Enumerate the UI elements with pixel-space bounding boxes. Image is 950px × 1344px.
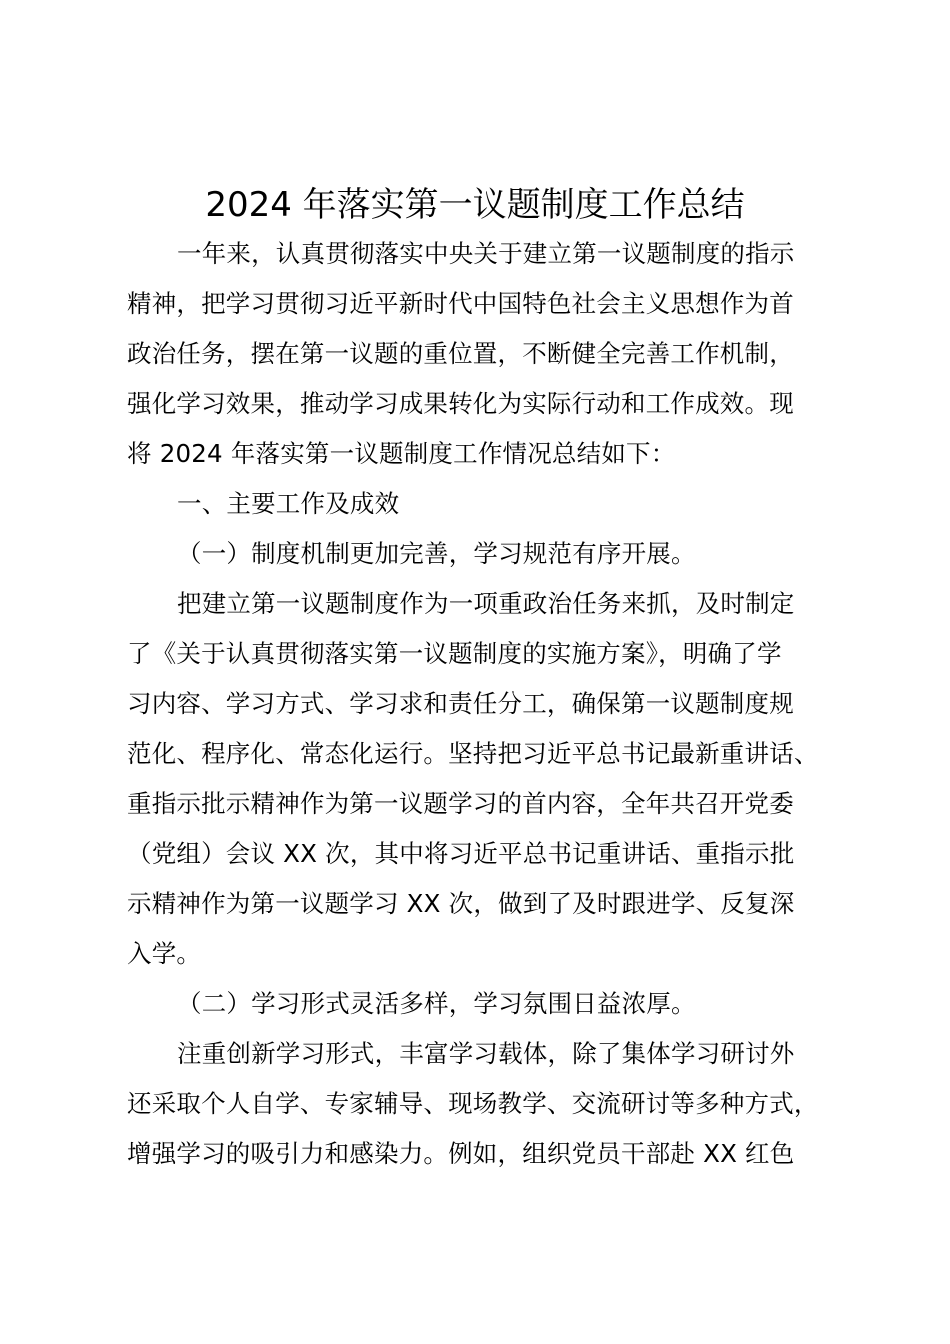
paragraph-line: 习内容、学习方式、学习求和责任分工，确保第一议题制度规 xyxy=(127,689,794,718)
paragraph-line: 范化、程序化、常态化运行。坚持把习近平总书记最新重讲话、 xyxy=(127,739,819,768)
paragraph-line: 一年来，认真贯彻落实中央关于建立第一议题制度的指示 xyxy=(177,239,795,268)
subsection-heading: （二）学习形式灵活多样，学习氛围日益浓厚。 xyxy=(177,989,696,1018)
document-title: 2024 年落实第一议题制度工作总结 xyxy=(205,185,745,225)
paragraph-line: 将 2024 年落实第一议题制度工作情况总结如下： xyxy=(127,439,676,468)
subsection-heading: （一）制度机制更加完善，学习规范有序开展。 xyxy=(177,539,696,568)
paragraph-line: （党组）会议 XX 次，其中将习近平总书记重讲话、重指示批 xyxy=(127,839,795,868)
paragraph-line: 精神，把学习贯彻习近平新时代中国特色社会主义思想作为首 xyxy=(127,289,794,318)
paragraph-line: 了《关于认真贯彻落实第一议题制度的实施方案》，明确了学 xyxy=(127,639,782,668)
paragraph-line: 政治任务，摆在第一议题的重位置，不断健全完善工作机制， xyxy=(127,339,794,368)
paragraph-line: 强化学习效果，推动学习成果转化为实际行动和工作成效。现 xyxy=(127,389,794,418)
paragraph-line: 入学。 xyxy=(127,939,202,968)
paragraph-line: 把建立第一议题制度作为一项重政治任务来抓，及时制定 xyxy=(177,589,795,618)
paragraph-line: 重指示批示精神作为第一议题学习的首内容，全年共召开党委 xyxy=(127,789,794,818)
paragraph-line: 还采取个人自学、专家辅导、现场教学、交流研讨等多种方式， xyxy=(127,1089,819,1118)
paragraph-line: 示精神作为第一议题学习 XX 次，做到了及时跟进学、反复深 xyxy=(127,889,795,918)
paragraph-line: 注重创新学习形式，丰富学习载体，除了集体学习研讨外 xyxy=(177,1039,795,1068)
section-heading: 一、主要工作及成效 xyxy=(177,489,400,518)
paragraph-line: 增强学习的吸引力和感染力。例如，组织党员干部赴 XX 红色 xyxy=(127,1139,795,1168)
